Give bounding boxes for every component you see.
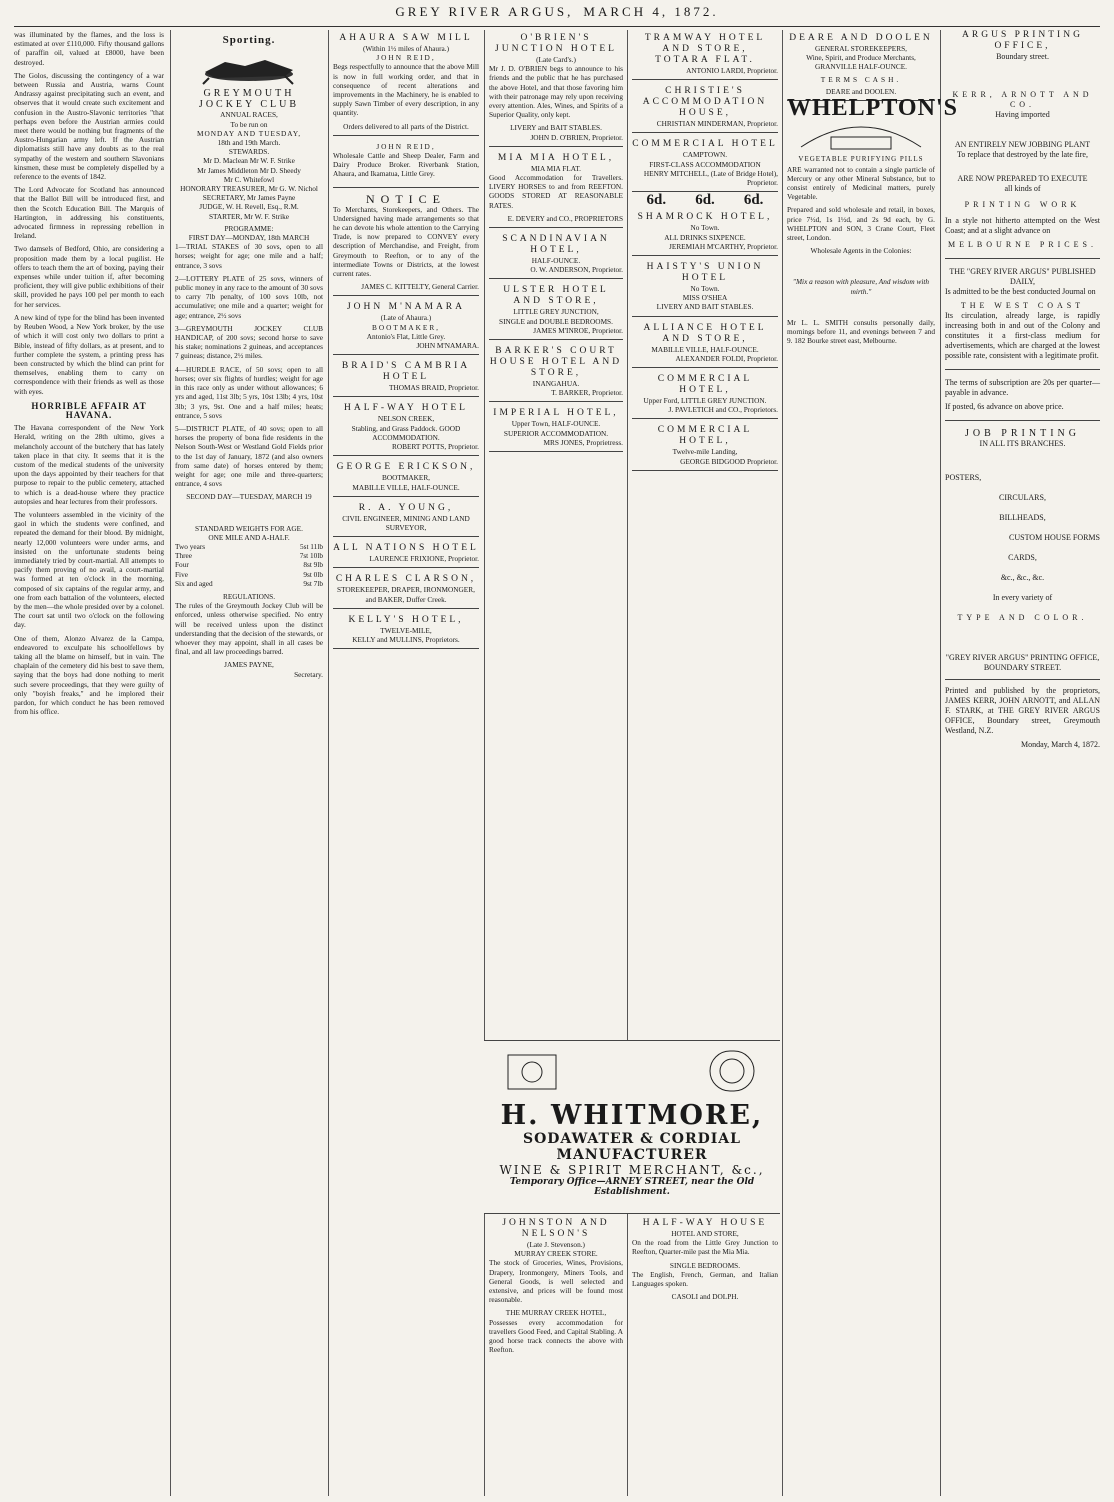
- ad-young: R. A. YOUNG, CIVIL ENGINEER, MINING AND LAND SURVEYOR,: [333, 500, 479, 537]
- race-entry: 3—GREYMOUTH JOCKEY CLUB HANDICAP, of 200 sovs; second horse to save his stake; nominations 2 guineas, and acceptances 7 guineas; distance, 2½ miles.: [175, 323, 323, 361]
- ad-kellys-hotel: KELLY'S HOTEL, TWELVE-MILE, KELLY and MULLINS, Proprietors.: [333, 612, 479, 649]
- job-list: [945, 473, 1100, 623]
- ad-cattle-dealer: JOHN REID, Wholesale Cattle and Sheep Dealer, Farm and Dairy Produce Broker. Riverbank Station, Ahaura, and Ikamatua, Little Grey.: [333, 139, 479, 188]
- pills-paragraph: Prepared and sold wholesale and retail, in boxes, price 7½d, 1s 1½d, and 2s 9d each, by G. WHELPTON and SON, 3 Crane Court, Fleet street, London.: [787, 205, 935, 243]
- race-entry: 4—HURDLE RACE, of 50 sovs; open to all horses; over six flights of hurdles; weight for age in this race only as under without allowances; 6 yrs and aged, 11st 3lb; 5 yrs, 10st 13lb; 4 yrs, 10st 3lb; 3 yrs, 9st. One and a half miles; heats; entrance, 5 sovs: [175, 364, 323, 420]
- ad-cambria-hotel: BRAID'S CAMBRIA HOTEL THOMAS BRAID, Proprietor.: [333, 358, 479, 397]
- job-list-item: CIRCULARS,: [999, 493, 1046, 502]
- column-news: [14, 30, 164, 1496]
- pills-emblem: [787, 113, 935, 153]
- programme-heading: PROGRAMME:: [224, 223, 274, 233]
- stewards-heading: STEWARDS.: [228, 147, 270, 157]
- news-paragraph: The Havana correspondent of the New York Herald, writing on the 28th ultimo, gives a melancholy account of the butchery that has lately taken place in that city. It seems that it is the custom of the medical students of the university upon the days appointed by their teachers for that purpose to repair to the public cemetery, attached to which is a dead-house where they practice autopsies and hear lectures from their professors.: [14, 423, 164, 506]
- race-dates: 18th and 19th March.: [217, 138, 281, 148]
- job-list-item: &c., &c., &c.: [1000, 573, 1045, 582]
- job-list-item: TYPE AND COLOR.: [957, 613, 1088, 622]
- second-day-heading: SECOND DAY—TUESDAY, MARCH 19: [186, 492, 312, 502]
- to-be-run: To be run on: [230, 119, 268, 129]
- news-paragraph: Two damsels of Bedford, Ohio, are considering a proposition made them by a local pugilist. He offers to teach them the art of boxing, paying their expenses while under tuition if, after becoming proficient, they will give public exhibitions of their skill, provided he pays 100 pel per month to each for her services.: [14, 244, 164, 309]
- weights-row: Two years 5st 11lb: [175, 541, 323, 551]
- ad-christies: CHRISTIE'S ACCOMMODATION HOUSE, CHRISTIAN MINDERMAN, Proprietor.: [632, 83, 778, 133]
- column-rule: [328, 30, 329, 1496]
- ad-commercial-upper-ford: COMMERCIAL HOTEL, Upper Ford, LITTLE GREY JUNCTION. J. PAVLETICH and CO., Proprietors.: [632, 371, 778, 419]
- pills-paragraph: Mr L. L. SMITH consults personally daily, mornings before 11, and evenings between 7 and 9. 182 Bourke street east, Melbourne.: [787, 317, 935, 346]
- job-list-item: CUSTOM HOUSE FORMS: [1009, 533, 1100, 542]
- weights-row: Three 7st 10lb: [175, 551, 323, 561]
- job-list-item: CARDS,: [1008, 553, 1037, 562]
- weights-row: Five 9st 0lb: [175, 569, 323, 579]
- regulations-heading: REGULATIONS.: [222, 591, 276, 601]
- sixpence-banner: 6d. 6d. 6d.: [646, 192, 764, 209]
- race-entry: 5—DISTRICT PLATE, of 40 sovs; open to all horses the property of bona fide residents in the Nelson South-West or Westland Gold Fields prior to the 1st day of January, 1872 (and also owners from same date) of horses entered by them; weight for age; one mile and three-quarters; entrance, 4 sovs: [175, 423, 323, 489]
- column-ads-2: [489, 30, 623, 1035]
- column-rule: [627, 30, 628, 1496]
- ad-mia-mia: MIA MIA HOTEL, MIA MIA FLAT. Good Accommodation for Travellers. LIVERY HORSES to and from REEFTON. GOODS STORED AT REASONABLE RATES. E. DEVERY and CO., PROPRIETORS: [489, 150, 623, 228]
- distance-heading: ONE MILE AND A-HALF.: [208, 532, 290, 542]
- judge: JUDGE, W. H. Revell, Esq., R.M.: [199, 202, 299, 212]
- ad-deare-doolen: DEARE AND DOOLEN GENERAL STOREKEEPERS, Wine, Spirit, and Produce Merchants, GRANVILLE HALF-OUNCE. TERMS CASH. DEARE and DOOLEN.: [787, 30, 935, 101]
- column-rule: [782, 30, 783, 1496]
- race-entry: 1—TRIAL STAKES of 30 sovs, open to all horses; weight for age; one mile and a half; entrance, 3 sovs: [175, 242, 323, 270]
- ad-alliance: ALLIANCE HOTEL AND STORE, MABILLE VILLE, HALF-OUNCE. ALEXANDER FOLDI, Proprietor.: [632, 320, 778, 368]
- news-paragraph: A new kind of type for the blind has been invented by Reuben Wood, a New York broker, by the use of which it will cost only two dollars to print a Bible, instead of fifty dollars, as at present, and to further complete the system, a printing press has been constructed by which the blind can print for themselves, enabling them to carry on correspondence with their friends as well as those with eyes.: [14, 312, 164, 396]
- issue-date: MARCH 4, 1872.: [583, 4, 719, 19]
- news-paragraph: The Golos, discussing the contingency of a war between Russia and Austria, warns Count Andrassy against precipitating such an event, and observes that it would create such excitement and confusion in the Austro-Slavonic territories "that perhaps even before the Austrian armies could meet there would be nothing but fragments of the Austro-Hungarian army left. If the Austrian diplomatists still have any doubts as to the real sympathy of the western and southern Slavonians kinsmen, these must be completely dispelled by a reference to the events of 1842.: [14, 70, 164, 182]
- signer: JAMES PAYNE,: [224, 660, 274, 670]
- annual-races: ANNUAL RACES,: [220, 110, 278, 120]
- weights-heading: STANDARD WEIGHTS FOR AGE.: [195, 523, 303, 533]
- ad-imperial: IMPERIAL HOTEL, Upper Town, HALF-OUNCE. SUPERIOR ACCOMMODATION. MRS JONES, Proprietress.: [489, 405, 623, 452]
- paper-name: GREY RIVER ARGUS,: [395, 4, 574, 19]
- ad-notice: NOTICE To Merchants, Storekeepers, and Others. The Undersigned having made arrangements so that he can devote his whole attention to the Carrying Trade, is now prepared to CONVEY every description of Merchandise, and Freight, from Greymouth to Reefton, or to any of the intermediate Towns or Districts, at the lowest current rates. JAMES C. KITTELTY, General Carrier.: [333, 191, 479, 297]
- section-heading: HORRIBLE AFFAIR AT HAVANA.: [31, 400, 147, 420]
- ad-erickson: GEORGE ERICKSON, BOOTMAKER, MABILLE VILLE, HALF-OUNCE.: [333, 459, 479, 496]
- treasurer: HONORARY TREASURER, Mr G. W. Nichol: [180, 184, 318, 194]
- ad-scandinavian: SCANDINAVIAN HOTEL, HALF-OUNCE. O. W. ANDERSON, Proprietor.: [489, 231, 623, 279]
- column-argus: ARGUS PRINTING OFFICE, Boundary street. KERR, ARNOTT AND CO. Having imported AN ENTIRELY NEW JOBBING PLANT To replace that destroyed by the late fire, ARE NOW PREPARED TO EXECUTE all kinds of PRINTING WORK In a style not hitherto attempted on the West Coast; and at a slight advance on MELBOURNE PRICES. THE "GREY RIVER ARGUS" PUBLISHED DAILY, Is admitted to be the best conducted Journal on THE WEST COAST Its circulation, already large, is rapidly increasing both in and out of the Colony and constitutes it a first-class medium for advertisements, which are charged at the lowest possible rate, consistent with a legitimate profit. The terms of subscription are 20s per quarter—payable in advance. If posted, 6s advance on above price. JOB PRINTING IN ALL ITS BRANCHES. POSTERS, CIRCULARS, BILLHEADS, CUSTOM HOUSE FORMS CARDS, &c., &c., &c. In every variety of TYPE AND COLOR. "GREY RIVER ARGUS" PRINTING OFFICE, BOUNDARY STREET. Printed and published by the proprietors, JAMES KERR, JOHN ARNOTT, and ALLAN F. STARK, at THE GREY RIVER ARGUS OFFICE, Boundary street, Greymouth Westland, N.Z. Monday, March 4, 1872.: [945, 30, 1100, 749]
- ad-tramway: TRAMWAY HOTEL AND STORE, TOTARA FLAT. ANTONIO LARDI, Proprietor.: [632, 30, 778, 80]
- race-entry: 2—LOTTERY PLATE of 25 sovs, winners of public money in any race to the amount of 30 sovs to carry 7lb penalty, of 100 sovs 10lb, not accumulative; one mile and a quarter; weight for age; entrance, 2½ sovs: [175, 273, 323, 320]
- column-ads-1: [333, 30, 479, 1496]
- race-days: MONDAY AND TUESDAY,: [196, 128, 302, 138]
- ad-clarson: CHARLES CLARSON, STOREKEEPER, DRAPER, IRONMONGER, and BAKER, Duffer Creek.: [333, 571, 479, 608]
- stewards-list: Mr D. Maclean Mr W. F. Strike Mr James Middleton Mr D. Sheedy Mr C. Whitefowl: [197, 156, 301, 184]
- ad-ulster-hotel: ULSTER HOTEL AND STORE, LITTLE GREY JUNCTION, SINGLE and DOUBLE BEDROOMS. JAMES M'INROE, Proprietor.: [489, 282, 623, 340]
- news-paragraph: One of them, Alonzo Alvarez de la Campa, endeavored to exculpate his schoolfellows by taking all the blame on himself, but in vain. The chaplain of the cemetery did his best to save them, saying that the boys had done nothing to merit such severe proceedings, that they were guilty of only "boyish freaks," and he implored their pardon, for which conduct he has been removed from his office.: [14, 633, 164, 717]
- job-list-item: POSTERS,: [945, 473, 982, 482]
- column-rule: [940, 30, 941, 1496]
- club-name: GREYMOUTH JOCKEY CLUB: [198, 88, 300, 111]
- ad-whitmore: H. WHITMORE, SODAWATER & CORDIAL MANUFACTURER WINE & SPIRIT MERCHANT, &c., Temporary Office—ARNEY STREET, near the Old Establishment.: [484, 1040, 780, 1214]
- factory-illustration: [484, 1041, 780, 1097]
- ad-all-nations: ALL NATIONS HOTEL LAURENCE FRIXIONE, Proprietor.: [333, 540, 479, 568]
- news-paragraph: The volunteers assembled in the vicinity of the gaol in which the students were confined, and repeated the demand for their blood. By midnight, nearly 12,000 volunteers were under arms, and insisted on the unfortunate students being immediately tried by court-martial. All attempts to pacify them proving of no avail, a court-martial was formed at ten o'clock in the morning, composed of six captains of the regular army, and one from each battalion of the volunteers, elected by the men—the whole presided over by a colonel. The court sat until two o'clock on the following day.: [14, 509, 164, 630]
- ad-saw-mill: AHAURA SAW MILL (Within 1½ miles of Ahaura.) JOHN REID, Begs respectfully to announce that the above Mill is now in full working order, and that in consequence of recent alterations and improvements in the Machinery, he is enabled to supply Sawn Timber of every description, in any quantity. Orders delivered to all parts of the District.: [333, 30, 479, 136]
- column-rule: [484, 30, 485, 1496]
- masthead: [0, 0, 1114, 24]
- imprint: Printed and published by the proprietors, JAMES KERR, JOHN ARNOTT, and ALLAN F. STARK, at THE GREY RIVER ARGUS OFFICE, Boundary street, Greymouth Westland, N.Z.: [945, 686, 1100, 735]
- agents-heading: Wholesale Agents in the Colonies:: [810, 246, 912, 256]
- news-paragraph: was illuminated by the flames, and the loss is estimated at over £110,000. Fifty thousand gallons of paraffin oil, valued at £8000, have been destroyed.: [14, 30, 164, 67]
- weights-row: Four 8st 9lb: [175, 560, 323, 570]
- starter: STARTER, Mr W. F. Strike: [208, 211, 290, 221]
- quote: "Mix a reason with pleasure, And wisdom with mirth.": [792, 277, 930, 296]
- signer-role: Secretary.: [294, 669, 323, 679]
- section-heading: Sporting.: [222, 34, 276, 46]
- ad-half-way-hotel: HALF-WAY HOTEL NELSON CREEK, Stabling, and Grass Paddock. GOOD ACCOMMODATION. ROBERT POTTS, Proprietor.: [333, 400, 479, 456]
- whelptons-tagline: VEGETABLE PURIFYING PILLS: [798, 155, 924, 164]
- ad-commercial-twelve-mile: COMMERCIAL HOTEL, Twelve-mile Landing, GEORGE BIDGOOD Proprietor.: [632, 422, 778, 470]
- ad-haistys: HAISTY'S UNION HOTEL No Town. MISS O'SHEA LIVERY AND BAIT STABLES.: [632, 259, 778, 317]
- ad-commercial-camptown: COMMERCIAL HOTEL CAMPTOWN. FIRST-CLASS ACCOMMODATION HENRY MITCHELL, (Late of Bridge Hotel), Proprietor.: [632, 136, 778, 192]
- column-sporting: [175, 30, 323, 1496]
- ad-bootmaker: JOHN M'NAMARA (Late of Ahaura.) BOOTMAKER, Antonio's Flat, Little Grey. JOHN M'NAMARA.: [333, 299, 479, 355]
- racehorse-illustration: [175, 48, 323, 86]
- whelptons-logo: WHELPTON'S: [787, 95, 958, 122]
- job-list-item: In every variety of: [992, 593, 1053, 602]
- ad-barkers: BARKER'S COURT HOUSE HOTEL AND STORE, INANGAHUA. T. BARKER, Proprietor.: [489, 343, 623, 402]
- pills-paragraph: ARE warranted not to contain a single particle of Mercury or any other Mineral Substance, but to consist entirely of Medicinal matters, purely Vegetable.: [787, 164, 935, 202]
- masthead-rule: [14, 26, 1100, 27]
- column-ads-4: [787, 30, 958, 1496]
- secretary: SECRETARY, Mr James Payne: [202, 193, 296, 203]
- regulations-text: The rules of the Greymouth Jockey Club will be enforced, unless otherwise specified. No entry will be received unless upon the distinct understanding that the decision of the stewards, or whoever they may appoint, shall in all cases be final, and all law proceedings barred.: [175, 601, 323, 657]
- ad-shamrock: SHAMROCK HOTEL, No Town. ALL DRINKS SIXPENCE. JEREMIAH M'CARTHY, Proprietor.: [632, 209, 778, 256]
- first-day-heading: FIRST DAY—MONDAY, 18th MARCH: [188, 233, 310, 243]
- column-ads-3: [632, 30, 778, 1035]
- weights-table: [175, 542, 323, 588]
- ad-obriens-hotel: O'BRIEN'S JUNCTION HOTEL (Late Card's.) Mr J. D. O'BRIEN begs to announce to his friends and the public that he has purchased the above Hotel, and that those favoring him with their patronage may rely upon receiving every attention. Ales, Wines, and Spirits of a Superior Quality, only kept. LIVERY and BAIT STABLES. JOHN D. O'BRIEN, Proprietor.: [489, 30, 623, 147]
- weights-row: Six and aged 9st 7lb: [175, 578, 323, 588]
- ad-half-way-house: HALF-WAY HOUSE HOTEL AND STORE, On the road from the Little Grey Junction to Reefton, Quarter-mile past the Mia Mia. SINGLE BEDROOMS. The English, French, German, and Italian Languages spoken. CASOLI and DOLPH.: [632, 1218, 778, 1302]
- ad-johnston-nelson: JOHNSTON AND NELSON'S (Late J. Stevenson.) MURRAY CREEK STORE. The stock of Groceries, Wines, Provisions, Drapery, Ironmongery, Miners Tools, and General Goods, is well selected and extensive, and prices will be found most reasonable. THE MURRAY CREEK HOTEL, Possesses every accommodation for travellers Good Feed, and Capital Stabling. A good horse track connects the above with Reefton.: [489, 1218, 623, 1355]
- column-rule: [170, 30, 171, 1496]
- imprint-date: Monday, March 4, 1872.: [1020, 740, 1100, 749]
- news-paragraph: The Lord Advocate for Scotland has announced that the Ballot Bill will be introduced first, and then the Scotch Education Bill. The Marquis of Hartington, in addressing his constituents, advocated firmness in repressing rebellion in Ireland.: [14, 185, 164, 241]
- job-list-item: BILLHEADS,: [999, 513, 1046, 522]
